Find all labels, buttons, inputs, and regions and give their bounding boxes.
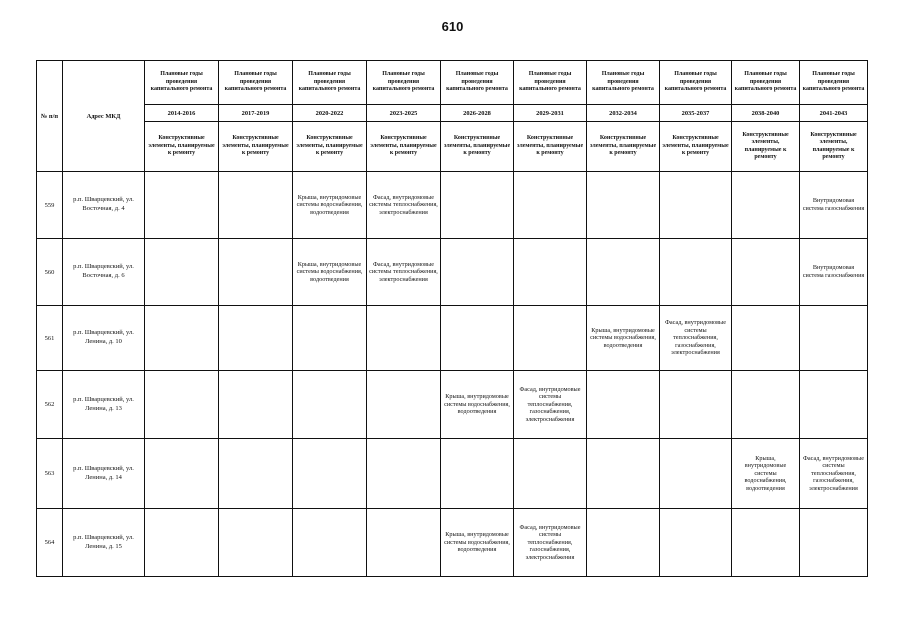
repair-elements-cell [587, 371, 660, 439]
header-period-elements: Конструктивные элементы, планируемые к ремонту [293, 122, 367, 172]
repair-elements-cell: Внутридомовая система газоснабжения [800, 239, 868, 306]
repair-elements-cell [587, 239, 660, 306]
repair-elements-cell [293, 371, 367, 439]
header-period-title: Плановые годы проведения капитального ремонта [514, 61, 587, 105]
table-row [37, 306, 868, 371]
header-period-years: 2026-2028 [441, 105, 514, 122]
repair-elements-cell [293, 509, 367, 577]
repair-elements-cell [367, 509, 441, 577]
header-period-years: 2014-2016 [145, 105, 219, 122]
header-address: Адрес МКД [63, 61, 145, 172]
header-period-title: Плановые годы проведения капитального ремонта [587, 61, 660, 105]
header-period-years: 2038-2040 [732, 105, 800, 122]
row-number: 562 [37, 371, 63, 439]
row-address: р.п. Шварцевский, ул. Восточная, д. 6 [63, 239, 145, 306]
row-number: 560 [37, 239, 63, 306]
repair-elements-cell: Фасад, внутридомовые системы теплоснабжения, электроснабжения [367, 172, 441, 239]
header-period-title: Плановые годы проведения капитального ремонта [660, 61, 732, 105]
header-period-years: 2017-2019 [219, 105, 293, 122]
repair-elements-cell [219, 509, 293, 577]
row-number: 563 [37, 439, 63, 509]
row-address: р.п. Шварцевский, ул. Ленина, д. 13 [63, 371, 145, 439]
repair-elements-cell [514, 439, 587, 509]
header-period-elements: Конструктивные элементы, планируемые к ремонту [732, 122, 800, 172]
repair-elements-cell: Фасад, внутридомовые системы теплоснабжения, газоснабжения, электроснабжения [800, 439, 868, 509]
header-period-title: Плановые годы проведения капитального ремонта [145, 61, 219, 105]
repair-elements-cell [441, 172, 514, 239]
repair-elements-cell: Крыша, внутридомовые системы водоснабжения, водоотведения [441, 509, 514, 577]
row-number: 561 [37, 306, 63, 371]
row-address: р.п. Шварцевский, ул. Ленина, д. 10 [63, 306, 145, 371]
header-period-elements: Конструктивные элементы, планируемые к ремонту [219, 122, 293, 172]
header-period-elements: Конструктивные элементы, планируемые к ремонту [660, 122, 732, 172]
repair-elements-cell [441, 239, 514, 306]
repair-elements-cell [514, 172, 587, 239]
header-period-years: 2041-2043 [800, 105, 868, 122]
header-num: № п/п [37, 61, 63, 172]
repair-elements-cell [587, 439, 660, 509]
repair-elements-cell [219, 371, 293, 439]
table-header [37, 61, 868, 172]
page-number: 610 [441, 19, 464, 34]
header-period-title: Плановые годы проведения капитального ремонта [219, 61, 293, 105]
repair-elements-cell [732, 371, 800, 439]
repair-elements-cell: Фасад, внутридомовые системы теплоснабжения, газоснабжения, электроснабжения [660, 306, 732, 371]
repair-elements-cell: Крыша, внутридомовые системы водоснабжения, водоотведения [293, 172, 367, 239]
repair-elements-cell [660, 371, 732, 439]
repair-elements-cell [145, 172, 219, 239]
repair-elements-cell [587, 172, 660, 239]
header-period-years: 2032-2034 [587, 105, 660, 122]
repair-elements-cell [367, 306, 441, 371]
repair-elements-cell [660, 239, 732, 306]
repair-elements-cell [660, 509, 732, 577]
header-period-title: Плановые годы проведения капитального ремонта [367, 61, 441, 105]
repair-elements-cell [514, 239, 587, 306]
repair-elements-cell [587, 509, 660, 577]
repair-elements-cell [145, 509, 219, 577]
row-address: р.п. Шварцевский, ул. Ленина, д. 14 [63, 439, 145, 509]
header-period-elements: Конструктивные элементы, планируемые к ремонту [367, 122, 441, 172]
repair-elements-cell [219, 306, 293, 371]
repair-elements-cell [732, 306, 800, 371]
repair-elements-cell [145, 371, 219, 439]
header-period-title: Плановые годы проведения капитального ремонта [441, 61, 514, 105]
header-period-title: Плановые годы проведения капитального ремонта [732, 61, 800, 105]
repair-elements-cell [800, 306, 868, 371]
repair-elements-cell [145, 306, 219, 371]
header-period-years: 2035-2037 [660, 105, 732, 122]
capital-repair-schedule-table [36, 60, 868, 577]
repair-elements-cell [800, 371, 868, 439]
repair-elements-cell: Фасад, внутридомовые системы теплоснабжения, газоснабжения, электроснабжения [514, 371, 587, 439]
header-period-elements: Конструктивные элементы, планируемые к ремонту [587, 122, 660, 172]
table-row [37, 239, 868, 306]
repair-elements-cell: Крыша, внутридомовые системы водоснабжения, водоотведения [732, 439, 800, 509]
repair-elements-cell: Фасад, внутридомовые системы теплоснабжения, электроснабжения [367, 239, 441, 306]
repair-elements-cell [732, 239, 800, 306]
header-period-years: 2029-2031 [514, 105, 587, 122]
repair-elements-cell [293, 306, 367, 371]
header-period-title: Плановые годы проведения капитального ремонта [800, 61, 868, 105]
table-row [37, 439, 868, 509]
table-row [37, 172, 868, 239]
repair-elements-cell [293, 439, 367, 509]
header-period-elements: Конструктивные элементы, планируемые к ремонту [800, 122, 868, 172]
repair-elements-cell [219, 239, 293, 306]
header-period-years: 2023-2025 [367, 105, 441, 122]
repair-elements-cell [367, 371, 441, 439]
repair-elements-cell [732, 172, 800, 239]
row-address: р.п. Шварцевский, ул. Восточная, д. 4 [63, 172, 145, 239]
header-period-years: 2020-2022 [293, 105, 367, 122]
repair-elements-cell [800, 509, 868, 577]
repair-elements-cell [219, 172, 293, 239]
row-number: 559 [37, 172, 63, 239]
repair-elements-cell [660, 172, 732, 239]
header-period-elements: Конструктивные элементы, планируемые к ремонту [145, 122, 219, 172]
header-period-title: Плановые годы проведения капитального ремонта [293, 61, 367, 105]
repair-elements-cell [660, 439, 732, 509]
table-body [37, 172, 868, 577]
repair-elements-cell [441, 306, 514, 371]
row-address: р.п. Шварцевский, ул. Ленина, д. 15 [63, 509, 145, 577]
table-row [37, 509, 868, 577]
repair-elements-cell [367, 439, 441, 509]
row-number: 564 [37, 509, 63, 577]
repair-elements-cell: Крыша, внутридомовые системы водоснабжения, водоотведения [441, 371, 514, 439]
repair-elements-cell [441, 439, 514, 509]
table-row [37, 371, 868, 439]
repair-elements-cell [732, 509, 800, 577]
repair-elements-cell: Крыша, внутридомовые системы водоснабжения, водоотведения [587, 306, 660, 371]
repair-elements-cell [219, 439, 293, 509]
repair-elements-cell [145, 239, 219, 306]
header-period-elements: Конструктивные элементы, планируемые к ремонту [514, 122, 587, 172]
repair-elements-cell: Внутридомовая система газоснабжения [800, 172, 868, 239]
repair-elements-cell [514, 306, 587, 371]
repair-elements-cell: Фасад, внутридомовые системы теплоснабжения, газоснабжения, электроснабжения [514, 509, 587, 577]
repair-elements-cell [145, 439, 219, 509]
header-period-elements: Конструктивные элементы, планируемые к ремонту [441, 122, 514, 172]
repair-elements-cell: Крыша, внутридомовые системы водоснабжения, водоотведения [293, 239, 367, 306]
